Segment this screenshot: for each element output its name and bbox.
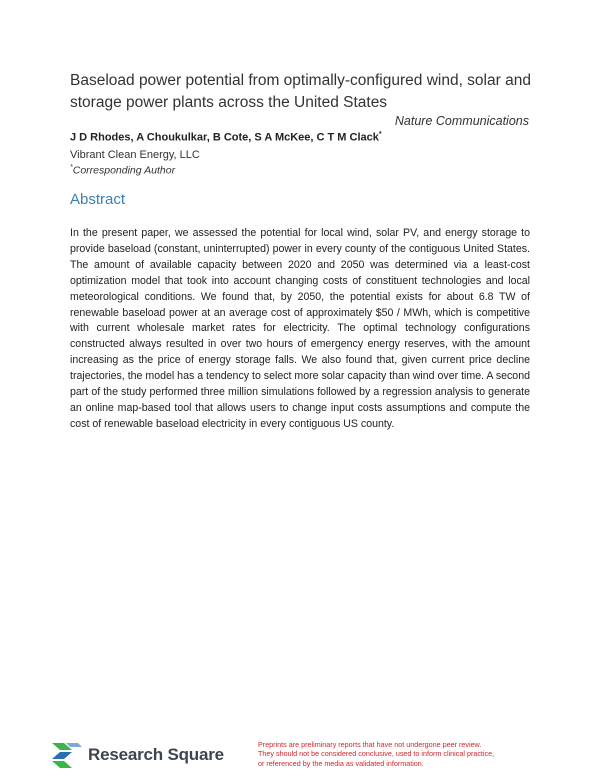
journal-name: Nature Communications [394, 114, 529, 128]
corresponding-author-note [70, 164, 175, 177]
paper-title: Baseload power potential from optimally-configured wind, solar and storage power plants across the United States [70, 72, 531, 111]
research-square-logo-icon [50, 741, 84, 769]
disclaimer-line: They should not be considered conclusive, used to inform clinical practice, [258, 749, 495, 759]
abstract-body: In the present paper, we assessed the potential for local wind, solar PV, and energy storage to provide baseload (constant, uninterrupted) power in every county of the contiguous United States. The amount of available capacity between 2020 and 2050 was determined via a least-cost optimization model that took into account changing costs of constituent technologies and local meteorological conditions. We found that, by 2050, the potential exists for about 6.8 TW of renewable baseload power at an average cost of approximately $50 / MWh, which is competitive with current wholesale market rates for electricity. The optimal technology configurations constructed always resulted in over two hours of emergency energy reserves, with the amount increasing as the price of energy storage falls. We also found that, given current price decline trajectories, the model has a tendency to select more solar capacity than wind over time. A second part of the study performed three million simulations followed by a regression analysis to generate an online map-based tool that allows users to change input costs assumptions and compute the cost of renewable baseload electricity in every contiguous US county. [70, 227, 530, 430]
research-square-logo[interactable] [50, 741, 224, 769]
corresponding-note-mark: * [70, 164, 73, 171]
preprint-disclaimer [258, 740, 548, 768]
brand-name: Research Square [88, 745, 224, 764]
affiliation: Vibrant Clean Energy, LLC [70, 149, 200, 161]
author-list [70, 131, 382, 144]
corresponding-note-label: Corresponding Author [72, 164, 176, 177]
disclaimer-line: Preprints are preliminary reports that have not undergone peer review. [258, 740, 482, 749]
corresponding-author-mark: * [378, 131, 382, 138]
author-names: J D Rhodes, A Choukulkar, B Cote, S A McKee, C T M Clack [70, 131, 379, 144]
disclaimer-line: or referenced by the media as validated information. [258, 758, 424, 768]
abstract-heading: Abstract [70, 191, 126, 208]
